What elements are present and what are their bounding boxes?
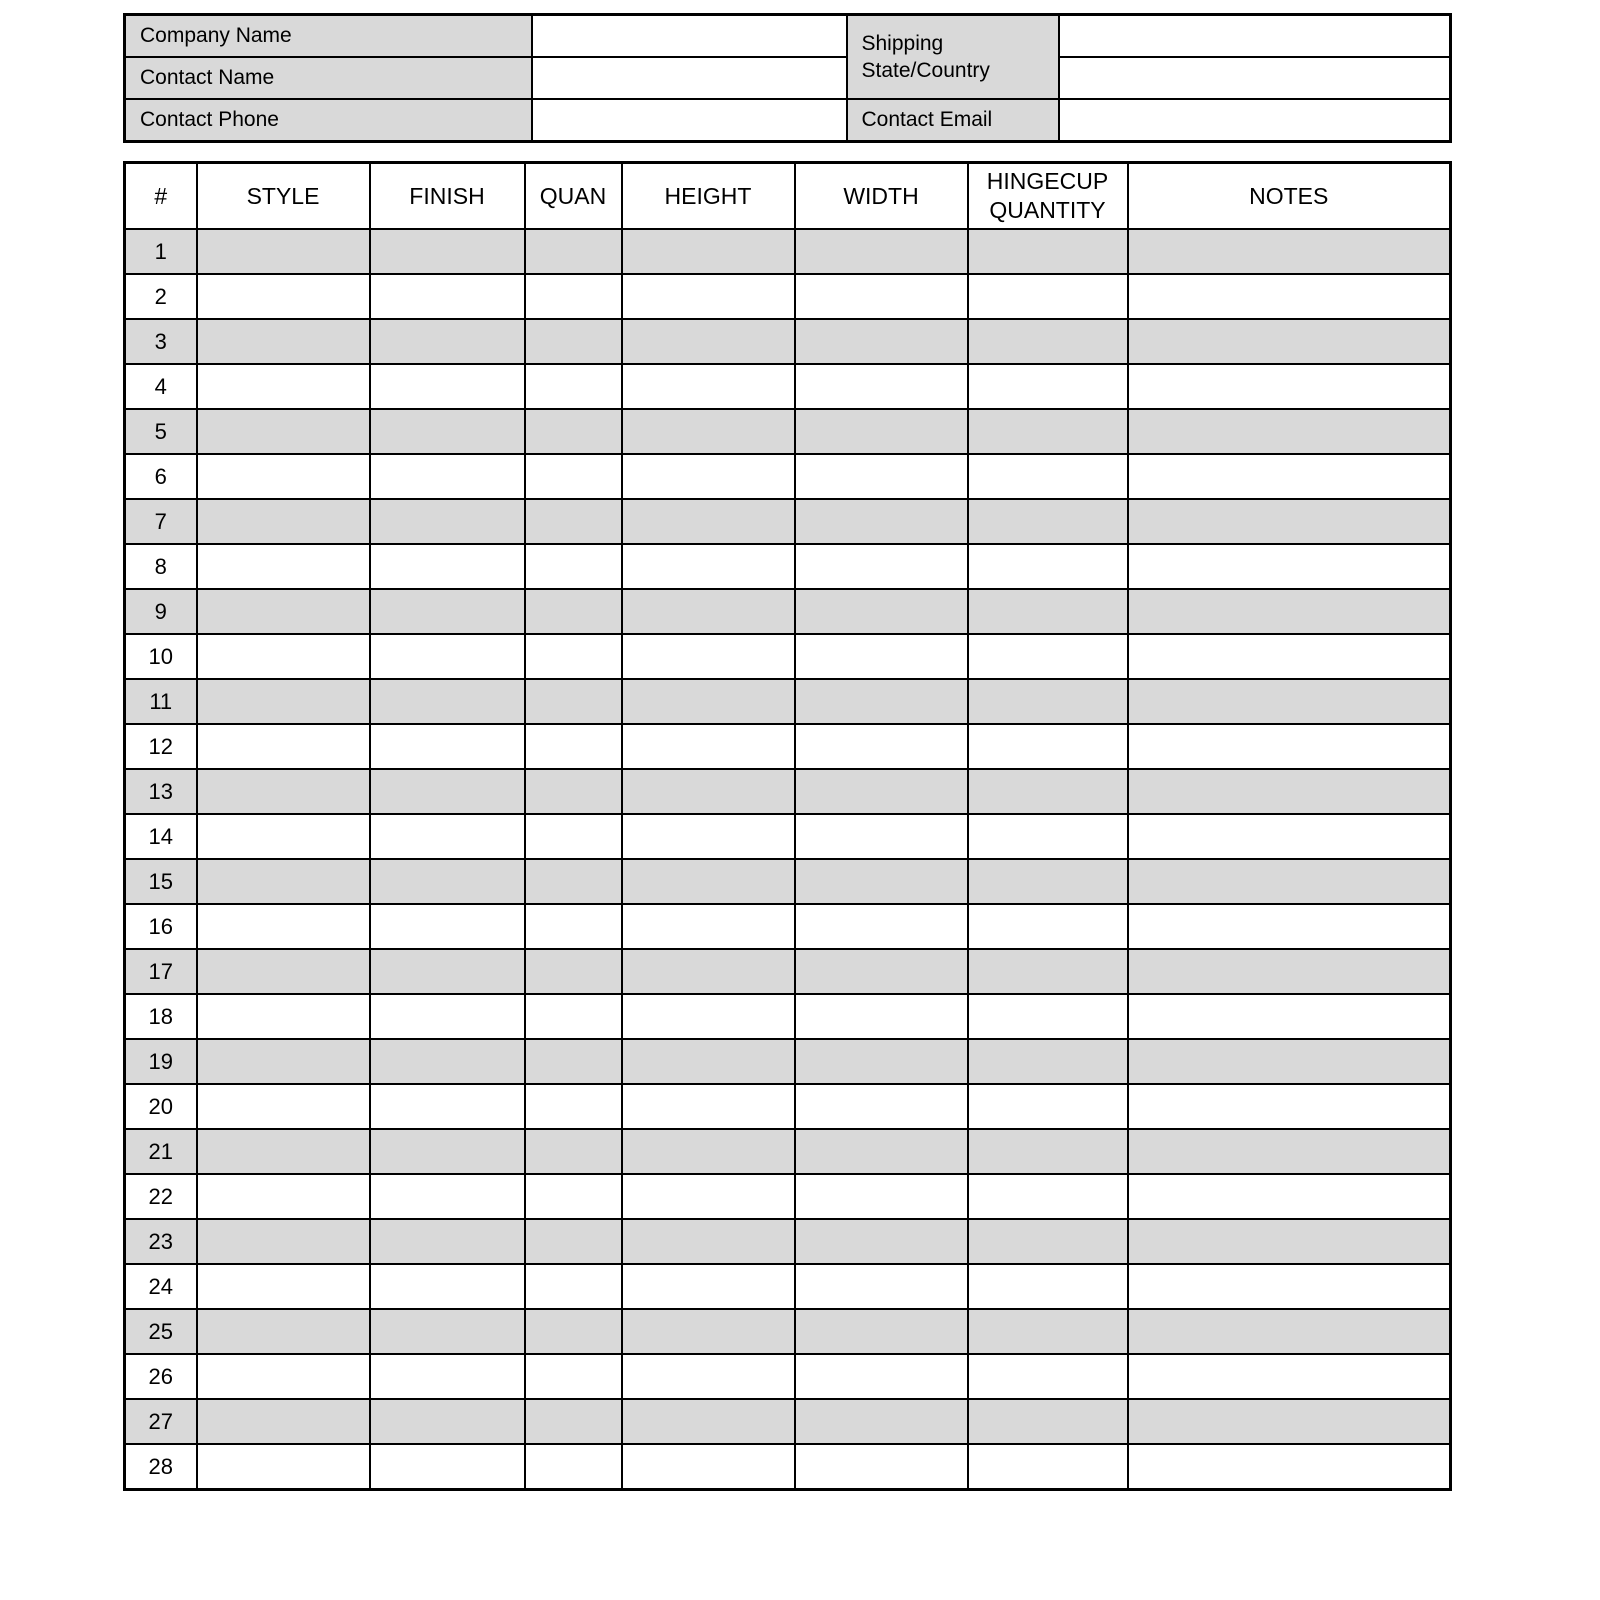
hingecup-quantity-cell[interactable]: [968, 949, 1128, 994]
notes-cell[interactable]: [1128, 859, 1451, 904]
column-header-hingecup-quantity: HINGECUP QUANTITY: [968, 163, 1128, 230]
finish-cell[interactable]: [370, 544, 525, 589]
width-cell[interactable]: [795, 499, 968, 544]
table-row: [125, 454, 1451, 499]
hingecup-quantity-cell[interactable]: [968, 1399, 1128, 1444]
table-row: [125, 1129, 1451, 1174]
notes-cell[interactable]: [1128, 1444, 1451, 1490]
height-cell[interactable]: [622, 499, 795, 544]
finish-cell[interactable]: [370, 949, 525, 994]
table-row: [125, 634, 1451, 679]
height-cell[interactable]: [622, 859, 795, 904]
finish-cell[interactable]: [370, 409, 525, 454]
quan-cell[interactable]: [525, 1309, 622, 1354]
contact-email-label: Contact Email: [847, 99, 1059, 142]
row-number-cell: 22: [125, 1174, 197, 1219]
width-cell[interactable]: [795, 1399, 968, 1444]
notes-cell[interactable]: [1128, 1219, 1451, 1264]
height-cell[interactable]: [622, 949, 795, 994]
height-cell[interactable]: [622, 769, 795, 814]
width-cell[interactable]: [795, 409, 968, 454]
finish-cell[interactable]: [370, 1084, 525, 1129]
quan-cell[interactable]: [525, 814, 622, 859]
hingecup-quantity-cell[interactable]: [968, 1444, 1128, 1490]
column-header-style: STYLE: [197, 163, 370, 230]
notes-cell[interactable]: [1128, 1354, 1451, 1399]
finish-cell[interactable]: [370, 319, 525, 364]
style-cell[interactable]: [197, 1129, 370, 1174]
hingecup-quantity-cell[interactable]: [968, 769, 1128, 814]
row-number-cell: 27: [125, 1399, 197, 1444]
style-cell[interactable]: [197, 1174, 370, 1219]
quan-cell[interactable]: [525, 1399, 622, 1444]
row-number-cell: 24: [125, 1264, 197, 1309]
height-cell[interactable]: [622, 319, 795, 364]
height-cell[interactable]: [622, 544, 795, 589]
row-number-cell: 10: [125, 634, 197, 679]
contact-email-field[interactable]: [1059, 99, 1451, 142]
quan-cell[interactable]: [525, 769, 622, 814]
notes-cell[interactable]: [1128, 1399, 1451, 1444]
style-cell[interactable]: [197, 589, 370, 634]
row-number-cell: 7: [125, 499, 197, 544]
width-cell[interactable]: [795, 319, 968, 364]
height-cell[interactable]: [622, 364, 795, 409]
table-row: [125, 724, 1451, 769]
finish-cell[interactable]: [370, 1354, 525, 1399]
table-row: [125, 1264, 1451, 1309]
hingecup-quantity-cell[interactable]: [968, 679, 1128, 724]
height-cell[interactable]: [622, 1264, 795, 1309]
table-row: [125, 814, 1451, 859]
column-header-height: HEIGHT: [622, 163, 795, 230]
table-row: [125, 1039, 1451, 1084]
notes-cell[interactable]: [1128, 994, 1451, 1039]
width-cell[interactable]: [795, 364, 968, 409]
row-number-cell: 21: [125, 1129, 197, 1174]
hingecup-quantity-cell[interactable]: [968, 274, 1128, 319]
height-cell[interactable]: [622, 814, 795, 859]
notes-cell[interactable]: [1128, 454, 1451, 499]
quan-cell[interactable]: [525, 1174, 622, 1219]
column-header-notes: NOTES: [1128, 163, 1451, 230]
style-cell[interactable]: [197, 1354, 370, 1399]
style-cell[interactable]: [197, 1219, 370, 1264]
hingecup-quantity-cell[interactable]: [968, 589, 1128, 634]
hingecup-quantity-cell[interactable]: [968, 364, 1128, 409]
row-number-cell: 19: [125, 1039, 197, 1084]
height-cell[interactable]: [622, 1174, 795, 1219]
style-cell[interactable]: [197, 724, 370, 769]
style-cell[interactable]: [197, 1309, 370, 1354]
table-row: [125, 1354, 1451, 1399]
height-cell[interactable]: [622, 1444, 795, 1490]
table-row: [125, 274, 1451, 319]
hingecup-quantity-cell[interactable]: [968, 1354, 1128, 1399]
width-cell[interactable]: [795, 1084, 968, 1129]
column-header-finish: FINISH: [370, 163, 525, 230]
table-row: [125, 409, 1451, 454]
finish-cell[interactable]: [370, 454, 525, 499]
width-cell[interactable]: [795, 1039, 968, 1084]
row-number-cell: 28: [125, 1444, 197, 1490]
width-cell[interactable]: [795, 1129, 968, 1174]
row-number-cell: 8: [125, 544, 197, 589]
contact-info-form: [123, 13, 1452, 143]
style-cell[interactable]: [197, 949, 370, 994]
row-number-cell: 18: [125, 994, 197, 1039]
table-row: [125, 1444, 1451, 1490]
contact-name-field[interactable]: [532, 57, 847, 99]
style-cell[interactable]: [197, 1039, 370, 1084]
company-name-label: Company Name: [125, 15, 532, 58]
style-cell[interactable]: [197, 859, 370, 904]
quan-cell[interactable]: [525, 364, 622, 409]
table-row: [125, 949, 1451, 994]
row-number-cell: 9: [125, 589, 197, 634]
hingecup-quantity-cell[interactable]: [968, 499, 1128, 544]
hingecup-quantity-cell[interactable]: [968, 634, 1128, 679]
height-cell[interactable]: [622, 1354, 795, 1399]
table-row: [125, 1399, 1451, 1444]
hingecup-quantity-cell[interactable]: [968, 229, 1128, 274]
finish-cell[interactable]: [370, 859, 525, 904]
height-cell[interactable]: [622, 274, 795, 319]
width-cell[interactable]: [795, 1354, 968, 1399]
table-row: [125, 364, 1451, 409]
notes-cell[interactable]: [1128, 1084, 1451, 1129]
style-cell[interactable]: [197, 994, 370, 1039]
quan-cell[interactable]: [525, 409, 622, 454]
quan-cell[interactable]: [525, 1129, 622, 1174]
quan-cell[interactable]: [525, 1084, 622, 1129]
width-cell[interactable]: [795, 1264, 968, 1309]
row-number-cell: 20: [125, 1084, 197, 1129]
width-cell[interactable]: [795, 1219, 968, 1264]
quan-cell[interactable]: [525, 499, 622, 544]
style-cell[interactable]: [197, 904, 370, 949]
height-cell[interactable]: [622, 724, 795, 769]
quan-cell[interactable]: [525, 904, 622, 949]
width-cell[interactable]: [795, 544, 968, 589]
table-row: [125, 229, 1451, 274]
quan-cell[interactable]: [525, 1264, 622, 1309]
height-cell[interactable]: [622, 1084, 795, 1129]
hingecup-quantity-cell[interactable]: [968, 1219, 1128, 1264]
style-cell[interactable]: [197, 814, 370, 859]
quan-cell[interactable]: [525, 1444, 622, 1490]
height-cell[interactable]: [622, 1399, 795, 1444]
order-table: [123, 161, 1452, 1491]
finish-cell[interactable]: [370, 1129, 525, 1174]
contact-phone-field[interactable]: [532, 99, 847, 142]
table-row: [125, 544, 1451, 589]
notes-cell[interactable]: [1128, 274, 1451, 319]
row-number-cell: 4: [125, 364, 197, 409]
style-cell[interactable]: [197, 544, 370, 589]
width-cell[interactable]: [795, 454, 968, 499]
hingecup-quantity-cell[interactable]: [968, 994, 1128, 1039]
notes-cell[interactable]: [1128, 589, 1451, 634]
quan-cell[interactable]: [525, 679, 622, 724]
finish-cell[interactable]: [370, 1264, 525, 1309]
notes-cell[interactable]: [1128, 724, 1451, 769]
style-cell[interactable]: [197, 1084, 370, 1129]
width-cell[interactable]: [795, 904, 968, 949]
shipping-state-country-field-2[interactable]: [1059, 57, 1451, 99]
row-number-cell: 25: [125, 1309, 197, 1354]
table-row: [125, 319, 1451, 364]
quan-cell[interactable]: [525, 589, 622, 634]
width-cell[interactable]: [795, 274, 968, 319]
width-cell[interactable]: [795, 724, 968, 769]
hingecup-quantity-cell[interactable]: [968, 1264, 1128, 1309]
quan-cell[interactable]: [525, 274, 622, 319]
notes-cell[interactable]: [1128, 1129, 1451, 1174]
notes-cell[interactable]: [1128, 1309, 1451, 1354]
width-cell[interactable]: [795, 679, 968, 724]
quan-cell[interactable]: [525, 724, 622, 769]
height-cell[interactable]: [622, 589, 795, 634]
table-row: [125, 904, 1451, 949]
row-number-cell: 1: [125, 229, 197, 274]
finish-cell[interactable]: [370, 769, 525, 814]
notes-cell[interactable]: [1128, 634, 1451, 679]
hingecup-quantity-cell[interactable]: [968, 859, 1128, 904]
quan-cell[interactable]: [525, 1039, 622, 1084]
notes-cell[interactable]: [1128, 949, 1451, 994]
finish-cell[interactable]: [370, 1039, 525, 1084]
width-cell[interactable]: [795, 859, 968, 904]
row-number-cell: 11: [125, 679, 197, 724]
row-number-cell: 6: [125, 454, 197, 499]
column-header-width: WIDTH: [795, 163, 968, 230]
finish-cell[interactable]: [370, 724, 525, 769]
table-row: [125, 994, 1451, 1039]
finish-cell[interactable]: [370, 814, 525, 859]
quan-cell[interactable]: [525, 949, 622, 994]
row-number-cell: 26: [125, 1354, 197, 1399]
width-cell[interactable]: [795, 1309, 968, 1354]
hingecup-quantity-cell[interactable]: [968, 904, 1128, 949]
style-cell[interactable]: [197, 1444, 370, 1490]
finish-cell[interactable]: [370, 904, 525, 949]
hingecup-quantity-cell[interactable]: [968, 724, 1128, 769]
width-cell[interactable]: [795, 229, 968, 274]
row-number-cell: 15: [125, 859, 197, 904]
header-form-row: [125, 57, 1451, 99]
order-table-header-row: [125, 163, 1451, 230]
header-form-row: [125, 99, 1451, 142]
quan-cell[interactable]: [525, 634, 622, 679]
order-table-wrap: [123, 161, 1449, 1491]
notes-cell[interactable]: [1128, 1039, 1451, 1084]
row-number-cell: 23: [125, 1219, 197, 1264]
notes-cell[interactable]: [1128, 499, 1451, 544]
notes-cell[interactable]: [1128, 679, 1451, 724]
height-cell[interactable]: [622, 409, 795, 454]
notes-cell[interactable]: [1128, 229, 1451, 274]
quan-cell[interactable]: [525, 319, 622, 364]
quan-cell[interactable]: [525, 229, 622, 274]
width-cell[interactable]: [795, 634, 968, 679]
height-cell[interactable]: [622, 904, 795, 949]
style-cell[interactable]: [197, 634, 370, 679]
hingecup-quantity-cell[interactable]: [968, 544, 1128, 589]
width-cell[interactable]: [795, 1174, 968, 1219]
finish-cell[interactable]: [370, 1174, 525, 1219]
finish-cell[interactable]: [370, 1444, 525, 1490]
notes-cell[interactable]: [1128, 1264, 1451, 1309]
quan-cell[interactable]: [525, 454, 622, 499]
hingecup-quantity-cell[interactable]: [968, 1174, 1128, 1219]
notes-cell[interactable]: [1128, 904, 1451, 949]
table-row: [125, 1219, 1451, 1264]
finish-cell[interactable]: [370, 1309, 525, 1354]
width-cell[interactable]: [795, 769, 968, 814]
table-row: [125, 769, 1451, 814]
hingecup-quantity-cell[interactable]: [968, 454, 1128, 499]
notes-cell[interactable]: [1128, 544, 1451, 589]
height-cell[interactable]: [622, 994, 795, 1039]
style-cell[interactable]: [197, 769, 370, 814]
finish-cell[interactable]: [370, 679, 525, 724]
width-cell[interactable]: [795, 949, 968, 994]
style-cell[interactable]: [197, 364, 370, 409]
table-row: [125, 1174, 1451, 1219]
notes-cell[interactable]: [1128, 769, 1451, 814]
style-cell[interactable]: [197, 319, 370, 364]
style-cell[interactable]: [197, 679, 370, 724]
company-name-field[interactable]: [532, 15, 847, 58]
quan-cell[interactable]: [525, 544, 622, 589]
row-number-cell: 2: [125, 274, 197, 319]
notes-cell[interactable]: [1128, 1174, 1451, 1219]
form-content: [123, 13, 1449, 1491]
finish-cell[interactable]: [370, 499, 525, 544]
table-row: [125, 1309, 1451, 1354]
finish-cell[interactable]: [370, 994, 525, 1039]
notes-cell[interactable]: [1128, 364, 1451, 409]
style-cell[interactable]: [197, 454, 370, 499]
width-cell[interactable]: [795, 589, 968, 634]
finish-cell[interactable]: [370, 229, 525, 274]
hingecup-quantity-cell[interactable]: [968, 1039, 1128, 1084]
finish-cell[interactable]: [370, 634, 525, 679]
height-cell[interactable]: [622, 1039, 795, 1084]
quan-cell[interactable]: [525, 1354, 622, 1399]
hingecup-quantity-cell[interactable]: [968, 1084, 1128, 1129]
notes-cell[interactable]: [1128, 814, 1451, 859]
table-row: [125, 679, 1451, 724]
table-row: [125, 499, 1451, 544]
quan-cell[interactable]: [525, 859, 622, 904]
height-cell[interactable]: [622, 454, 795, 499]
row-number-cell: 17: [125, 949, 197, 994]
row-number-cell: 3: [125, 319, 197, 364]
style-cell[interactable]: [197, 1264, 370, 1309]
hingecup-quantity-cell[interactable]: [968, 1129, 1128, 1174]
column-header-quan: QUAN: [525, 163, 622, 230]
row-number-cell: 16: [125, 904, 197, 949]
hingecup-quantity-cell[interactable]: [968, 319, 1128, 364]
finish-cell[interactable]: [370, 1399, 525, 1444]
finish-cell[interactable]: [370, 364, 525, 409]
table-row: [125, 589, 1451, 634]
table-row: [125, 859, 1451, 904]
width-cell[interactable]: [795, 1444, 968, 1490]
header-form-row: [125, 15, 1451, 58]
width-cell[interactable]: [795, 814, 968, 859]
contact-name-label: Contact Name: [125, 57, 532, 99]
style-cell[interactable]: [197, 1399, 370, 1444]
finish-cell[interactable]: [370, 589, 525, 634]
height-cell[interactable]: [622, 1219, 795, 1264]
shipping-state-country-field-1[interactable]: [1059, 15, 1451, 58]
hingecup-quantity-cell[interactable]: [968, 814, 1128, 859]
height-cell[interactable]: [622, 634, 795, 679]
height-cell[interactable]: [622, 1309, 795, 1354]
quan-cell[interactable]: [525, 994, 622, 1039]
height-cell[interactable]: [622, 1129, 795, 1174]
style-cell[interactable]: [197, 409, 370, 454]
row-number-cell: 13: [125, 769, 197, 814]
hingecup-quantity-cell[interactable]: [968, 1309, 1128, 1354]
quan-cell[interactable]: [525, 1219, 622, 1264]
column-header-num: #: [125, 163, 197, 230]
hingecup-quantity-cell[interactable]: [968, 409, 1128, 454]
width-cell[interactable]: [795, 994, 968, 1039]
height-cell[interactable]: [622, 229, 795, 274]
row-number-cell: 5: [125, 409, 197, 454]
notes-cell[interactable]: [1128, 409, 1451, 454]
table-row: [125, 1084, 1451, 1129]
style-cell[interactable]: [197, 229, 370, 274]
finish-cell[interactable]: [370, 1219, 525, 1264]
contact-phone-label: Contact Phone: [125, 99, 532, 142]
shipping-state-country-label: Shipping State/Country: [847, 15, 1059, 100]
row-number-cell: 14: [125, 814, 197, 859]
row-number-cell: 12: [125, 724, 197, 769]
style-cell[interactable]: [197, 274, 370, 319]
style-cell[interactable]: [197, 499, 370, 544]
notes-cell[interactable]: [1128, 319, 1451, 364]
finish-cell[interactable]: [370, 274, 525, 319]
height-cell[interactable]: [622, 679, 795, 724]
